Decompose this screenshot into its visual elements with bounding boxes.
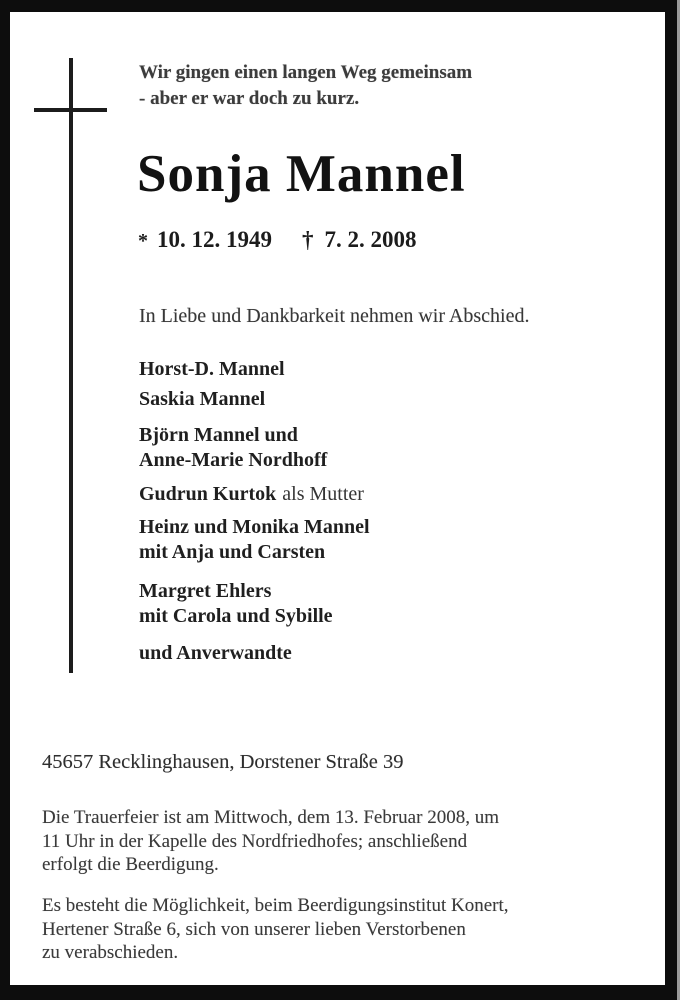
death-date: 7. 2. 2008: [324, 227, 417, 252]
ceremony-line-1: Die Trauerfeier ist am Mittwoch, dem 13. Februar 2008, um: [42, 807, 499, 828]
mourner-entry: [139, 482, 364, 507]
mourner-entry: [139, 387, 265, 412]
mourner-entry: [139, 579, 333, 629]
deceased-name: Sonja Mannel: [137, 145, 466, 203]
mourner-name: Heinz und Monika Mannel: [139, 516, 370, 538]
mourner-name: mit Anja und Carsten: [139, 541, 326, 563]
mourner-entry: [139, 641, 292, 666]
mourner-name: und Anverwandte: [139, 642, 292, 664]
condolence-paragraph: [42, 894, 508, 965]
epigraph: [139, 60, 472, 112]
mourner-name: Saskia Mannel: [139, 388, 266, 410]
mourner-entry: [139, 515, 370, 565]
life-dates: [138, 227, 417, 253]
mourner-name: Gudrun Kurtok: [139, 483, 277, 505]
epigraph-line-1: Wir gingen einen langen Weg gemeinsam: [139, 62, 473, 83]
ceremony-line-2: 11 Uhr in der Kapelle des Nordfriedhofes; anschließend: [42, 830, 468, 852]
mourner-name: Margret Ehlers: [139, 580, 272, 602]
ceremony-line-3: erfolgt die Beerdigung.: [42, 854, 219, 875]
farewell-line: In Liebe und Dankbarkeit nehmen wir Abschied.: [139, 305, 530, 327]
mourner-name: mit Carola und Sybille: [139, 605, 333, 627]
mourner-name: Horst-D. Mannel: [139, 358, 285, 380]
address-line: 45657 Recklinghausen, Dorstener Straße 39: [42, 751, 404, 773]
condolence-line-1: Es besteht die Möglichkeit, beim Beerdigungsinstitut Konert,: [42, 895, 509, 916]
epigraph-line-2: - aber er war doch zu kurz.: [139, 88, 360, 109]
mourner-entry: [139, 423, 327, 473]
condolence-line-2: Hertener Straße 6, sich von unserer lieben Verstorbenen: [42, 918, 466, 940]
birth-star-symbol: *: [138, 230, 148, 252]
mourner-entry: [139, 357, 285, 382]
death-cross-symbol: †: [302, 227, 314, 252]
mourner-relation: als Mutter: [282, 483, 364, 505]
mourner-name: Björn Mannel und: [139, 424, 298, 446]
cross-icon-horizontal-bar: [34, 108, 107, 112]
ceremony-paragraph: [42, 806, 499, 877]
birth-date: 10. 12. 1949: [157, 227, 272, 252]
cross-icon-vertical-bar: [69, 58, 73, 673]
mourner-name: Anne-Marie Nordhoff: [139, 449, 328, 471]
condolence-line-3: zu verabschieden.: [42, 942, 179, 963]
